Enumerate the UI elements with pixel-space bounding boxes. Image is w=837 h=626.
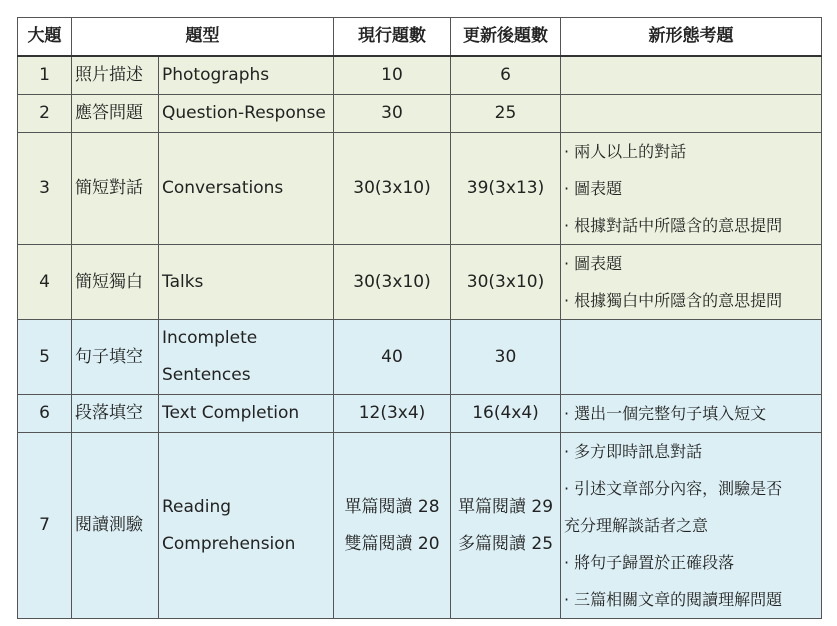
header-current: 現行題數 <box>334 18 451 57</box>
current-count <box>334 133 451 245</box>
new-types-line: · 多方即時訊息對話 <box>564 442 703 461</box>
type-english-line: Reading <box>162 496 232 517</box>
current-count <box>334 56 451 95</box>
updated-count-line: 30 <box>494 346 517 367</box>
table-row <box>18 56 822 95</box>
type-english-line: Question-Response <box>162 103 326 123</box>
updated-count-line: 39(3x13) <box>466 178 545 198</box>
type-chinese: 閱讀測驗 <box>72 433 159 619</box>
type-english-line: Conversations <box>162 178 284 198</box>
header-row <box>18 18 822 57</box>
updated-count <box>451 56 561 95</box>
current-count-line: 30 <box>381 103 403 123</box>
row-number: 6 <box>18 395 72 433</box>
updated-count-line: 單篇閱讀 29 <box>457 496 554 517</box>
current-count-line: 40 <box>381 346 403 367</box>
table-body <box>18 56 822 619</box>
current-count <box>334 395 451 433</box>
updated-count <box>451 320 561 395</box>
type-english <box>159 395 334 433</box>
table-row <box>18 320 822 395</box>
type-chinese: 句子填空 <box>72 320 159 395</box>
current-count <box>334 95 451 133</box>
new-types <box>561 95 822 133</box>
updated-count <box>451 245 561 320</box>
new-types-line: · 引述文章部分內容，測驗是否 <box>564 479 783 498</box>
current-count-line: 單篇閱讀 28 <box>344 496 440 517</box>
type-english-line: Incomplete <box>162 328 258 348</box>
new-types-line: · 圖表題 <box>564 254 623 273</box>
new-types-line: · 根據對話中所隱含的意思提問 <box>564 216 783 235</box>
new-types <box>561 133 822 245</box>
header-no: 大題 <box>18 18 72 57</box>
row-number: 3 <box>18 133 72 245</box>
row-number: 1 <box>18 56 72 95</box>
updated-count <box>451 133 561 245</box>
type-english <box>159 245 334 320</box>
type-english <box>159 433 334 619</box>
new-types-line: · 將句子歸置於正確段落 <box>564 553 735 572</box>
type-english <box>159 95 334 133</box>
row-number: 5 <box>18 320 72 395</box>
updated-count-line: 6 <box>500 65 511 85</box>
updated-count <box>451 395 561 433</box>
new-types-line: · 選出一個完整句子填入短文 <box>564 404 767 423</box>
current-count <box>334 433 451 619</box>
new-types <box>561 320 822 395</box>
type-english-line: Text Completion <box>162 403 300 423</box>
header-new-types: 新形態考題 <box>561 18 822 57</box>
type-chinese: 簡短獨白 <box>72 245 159 320</box>
new-types-line: · 根據獨白中所隱含的意思提問 <box>564 291 783 310</box>
header-type: 題型 <box>72 18 334 57</box>
table-row <box>18 245 822 320</box>
table-row <box>18 395 822 433</box>
new-types <box>561 56 822 95</box>
current-count-line: 30(3x10) <box>353 178 431 198</box>
type-chinese: 段落填空 <box>72 395 159 433</box>
new-types <box>561 395 822 433</box>
current-count <box>334 320 451 395</box>
type-english-line: Comprehension <box>162 533 296 554</box>
new-types-line: · 三篇相關文章的閱讀理解問題 <box>564 590 783 609</box>
current-count-line: 12(3x4) <box>358 403 426 423</box>
updated-count-line: 25 <box>494 103 517 123</box>
updated-count-line: 30(3x10) <box>466 271 545 292</box>
type-english <box>159 320 334 395</box>
updated-count-line: 16(4x4) <box>472 403 539 423</box>
row-number: 4 <box>18 245 72 320</box>
type-english-line: Photographs <box>162 65 270 85</box>
current-count <box>334 245 451 320</box>
updated-count <box>451 433 561 619</box>
type-chinese: 照片描述 <box>72 56 159 95</box>
table-row <box>18 95 822 133</box>
row-number: 7 <box>18 433 72 619</box>
updated-count-line: 多篇閱讀 25 <box>457 533 554 554</box>
current-count-line: 雙篇閱讀 20 <box>344 533 440 554</box>
current-count-line: 30(3x10) <box>353 271 431 292</box>
type-english-line: Sentences <box>162 365 251 385</box>
type-english <box>159 133 334 245</box>
row-number: 2 <box>18 95 72 133</box>
current-count-line: 10 <box>381 65 403 85</box>
table-row <box>18 433 822 619</box>
updated-count <box>451 95 561 133</box>
type-chinese: 應答問題 <box>72 95 159 133</box>
table-row <box>18 133 822 245</box>
toeic-changes-table <box>17 17 822 619</box>
header-updated: 更新後題數 <box>451 18 561 57</box>
new-types-line: 充分理解談話者之意 <box>564 516 709 535</box>
new-types-line: · 兩人以上的對話 <box>564 142 687 161</box>
new-types-line: · 圖表題 <box>564 179 623 198</box>
type-chinese: 簡短對話 <box>72 133 159 245</box>
type-english <box>159 56 334 95</box>
new-types <box>561 433 822 619</box>
type-english-line: Talks <box>162 271 204 292</box>
new-types <box>561 245 822 320</box>
